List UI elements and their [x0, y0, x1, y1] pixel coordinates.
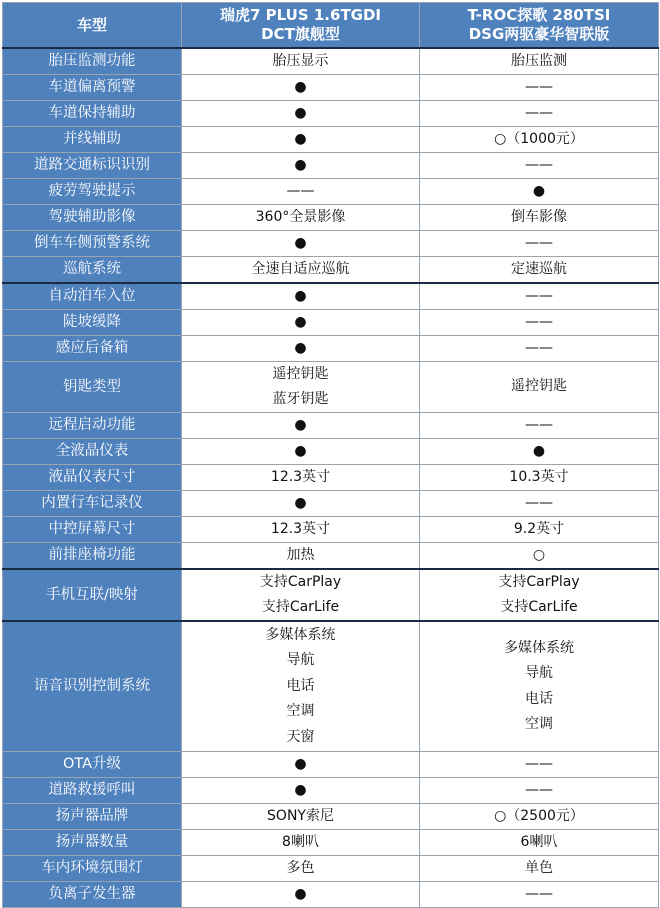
table-row [3, 830, 659, 856]
car1-value [182, 179, 420, 205]
value-line: —— [525, 234, 553, 251]
value-line: ○ [532, 546, 546, 563]
value-line: SONY索尼 [267, 807, 334, 824]
car1-value [182, 75, 420, 101]
car2-value [420, 543, 659, 570]
value-line: —— [525, 339, 553, 356]
table-row [3, 283, 659, 310]
table-row [3, 127, 659, 153]
header-car2 [420, 3, 659, 49]
table-row [3, 491, 659, 517]
value-line: —— [525, 755, 553, 772]
header-car1-line: DCT旗舰型 [261, 25, 340, 43]
value-line: —— [525, 156, 553, 173]
row-label: 胎压监测功能 [3, 48, 182, 75]
car1-value [182, 127, 420, 153]
row-label: 巡航系统 [3, 257, 182, 284]
car1-value [182, 231, 420, 257]
car1-value [182, 856, 420, 882]
car1-value [182, 101, 420, 127]
car2-value [420, 569, 659, 621]
car2-value [420, 830, 659, 856]
car2-value [420, 491, 659, 517]
value-line: 空调 [286, 703, 315, 720]
row-label: 远程启动功能 [3, 413, 182, 439]
value-line: 9.2英寸 [513, 520, 565, 537]
table-row [3, 310, 659, 336]
row-label: 中控屏幕尺寸 [3, 517, 182, 543]
car1-value [182, 362, 420, 413]
table-row [3, 179, 659, 205]
row-label: 车道偏离预警 [3, 75, 182, 101]
value-line: ○（2500元） [494, 807, 584, 824]
value-line: 加热 [286, 546, 315, 563]
table-row [3, 856, 659, 882]
car2-value [420, 283, 659, 310]
car1-value [182, 257, 420, 284]
car1-value [182, 48, 420, 75]
table-row [3, 153, 659, 179]
value-line: 胎压监测 [511, 52, 567, 69]
row-label: 手机互联/映射 [3, 569, 182, 621]
car2-value [420, 153, 659, 179]
value-line: 12.3英寸 [270, 468, 331, 485]
car2-value [420, 48, 659, 75]
row-label: 疲劳驾驶提示 [3, 179, 182, 205]
car2-value [420, 179, 659, 205]
car1-value [182, 752, 420, 778]
table-row [3, 413, 659, 439]
row-label: OTA升级 [3, 752, 182, 778]
value-line: 蓝牙钥匙 [272, 391, 329, 407]
value-line: 天窗 [286, 728, 315, 745]
car1-value [182, 439, 420, 465]
car2-value [420, 257, 659, 284]
value-line: 单色 [525, 859, 553, 876]
value-line: 电话 [286, 677, 315, 694]
header-car2-line: T-ROC探歌 280TSI [467, 6, 611, 25]
row-label: 钥匙类型 [3, 362, 182, 413]
value-line: ● [294, 313, 307, 330]
value-line: 支持CarLife [261, 599, 340, 615]
row-label: 语音识别控制系统 [3, 621, 182, 752]
table-row [3, 804, 659, 830]
car2-value [420, 804, 659, 830]
car2-value [420, 517, 659, 543]
row-label: 前排座椅功能 [3, 543, 182, 570]
car1-value [182, 465, 420, 491]
row-label: 并线辅助 [3, 127, 182, 153]
value-line: ● [294, 234, 307, 251]
header-car1-line: 瑞虎7 PLUS 1.6TGDI [219, 6, 382, 25]
value-line: ● [294, 78, 307, 95]
value-line: —— [525, 104, 553, 121]
value-line: 多色 [286, 859, 315, 876]
value-line: —— [525, 781, 553, 798]
car1-value [182, 491, 420, 517]
car2-value [420, 621, 659, 752]
row-label: 陡坡缓降 [3, 310, 182, 336]
value-line: ● [294, 104, 307, 121]
table-row [3, 543, 659, 570]
car1-value [182, 778, 420, 804]
value-line: ● [294, 755, 307, 772]
value-line: —— [525, 313, 553, 330]
row-label: 液晶仪表尺寸 [3, 465, 182, 491]
car1-value [182, 413, 420, 439]
value-line: 电话 [525, 690, 553, 707]
value-line: ● [532, 182, 546, 199]
value-line: 支持CarLife [500, 599, 578, 615]
value-line: 支持CarPlay [498, 574, 580, 590]
value-line: 全速自适应巡航 [251, 260, 350, 277]
value-line: ● [294, 781, 307, 798]
value-line: 10.3英寸 [509, 468, 569, 485]
table-row [3, 257, 659, 284]
value-line: —— [286, 182, 315, 199]
table-row [3, 752, 659, 778]
row-label: 道路交通标识识别 [3, 153, 182, 179]
car1-value [182, 543, 420, 570]
table-row [3, 336, 659, 362]
car2-value [420, 439, 659, 465]
table-row [3, 205, 659, 231]
table-row [3, 778, 659, 804]
car2-value [420, 75, 659, 101]
row-label: 内置行车记录仪 [3, 491, 182, 517]
value-line: 多媒体系统 [265, 626, 336, 643]
table-row [3, 517, 659, 543]
value-line: 多媒体系统 [504, 639, 574, 656]
table-row [3, 75, 659, 101]
value-line: 12.3英寸 [270, 520, 331, 537]
value-line: ● [294, 130, 307, 147]
value-line: 360°全景影像 [255, 208, 346, 225]
row-label: 扬声器品牌 [3, 804, 182, 830]
value-line: ○（1000元） [494, 130, 584, 147]
spec-comparison-table [2, 2, 659, 908]
car2-value [420, 413, 659, 439]
value-line: 6喇叭 [520, 833, 558, 850]
row-label: 车道保持辅助 [3, 101, 182, 127]
car2-value [420, 310, 659, 336]
car2-value [420, 127, 659, 153]
car2-value [420, 882, 659, 908]
value-line: ● [294, 416, 307, 433]
car1-value [182, 336, 420, 362]
value-line: 支持CarPlay [259, 574, 342, 590]
value-line: 空调 [525, 716, 553, 732]
row-label: 驾驶辅助影像 [3, 205, 182, 231]
value-line: 8喇叭 [282, 833, 319, 850]
row-label: 自动泊车入位 [3, 283, 182, 310]
value-line: ● [294, 885, 307, 902]
car2-value [420, 465, 659, 491]
header-model-label: 车型 [3, 3, 182, 49]
car1-value [182, 569, 420, 621]
header-row [3, 3, 659, 49]
value-line: ● [294, 287, 307, 304]
table-row [3, 569, 659, 621]
value-line: —— [525, 287, 553, 304]
value-line: 导航 [525, 665, 553, 681]
value-line: 定速巡航 [511, 260, 567, 277]
car2-value [420, 101, 659, 127]
value-line: ● [294, 442, 307, 459]
table-row [3, 439, 659, 465]
car2-value [420, 231, 659, 257]
car1-value [182, 205, 420, 231]
value-line: 倒车影像 [511, 208, 567, 225]
value-line: 遥控钥匙 [272, 366, 329, 382]
row-label: 负离子发生器 [3, 882, 182, 908]
table-row [3, 101, 659, 127]
table-row [3, 621, 659, 752]
car2-value [420, 336, 659, 362]
car2-value [420, 752, 659, 778]
value-line: ● [294, 494, 307, 511]
header-car1 [182, 3, 420, 49]
value-line: ● [294, 339, 307, 356]
row-label: 倒车车侧预警系统 [3, 231, 182, 257]
row-label: 扬声器数量 [3, 830, 182, 856]
row-label: 感应后备箱 [3, 336, 182, 362]
value-line: —— [525, 885, 553, 902]
row-label: 道路救援呼叫 [3, 778, 182, 804]
value-line: —— [525, 494, 553, 511]
car2-value [420, 778, 659, 804]
row-label: 全液晶仪表 [3, 439, 182, 465]
car1-value [182, 283, 420, 310]
table-row [3, 882, 659, 908]
table-row [3, 362, 659, 413]
car1-value [182, 804, 420, 830]
header-car2-line: DSG两驱豪华智联版 [468, 25, 610, 43]
car1-value [182, 153, 420, 179]
car1-value [182, 882, 420, 908]
table-row [3, 231, 659, 257]
value-line: 导航 [286, 652, 315, 669]
car2-value [420, 856, 659, 882]
car2-value [420, 205, 659, 231]
car1-value [182, 517, 420, 543]
spec-body [3, 48, 659, 908]
car2-value [420, 362, 659, 413]
value-line: —— [525, 78, 553, 95]
value-line: 遥控钥匙 [511, 378, 567, 395]
table-row [3, 48, 659, 75]
value-line: —— [525, 416, 553, 433]
car1-value [182, 310, 420, 336]
value-line: ● [532, 442, 546, 459]
car1-value [182, 621, 420, 752]
value-line: ● [294, 156, 307, 173]
car1-value [182, 830, 420, 856]
row-label: 车内环境氛围灯 [3, 856, 182, 882]
value-line: 胎压显示 [272, 52, 329, 69]
table-row [3, 465, 659, 491]
